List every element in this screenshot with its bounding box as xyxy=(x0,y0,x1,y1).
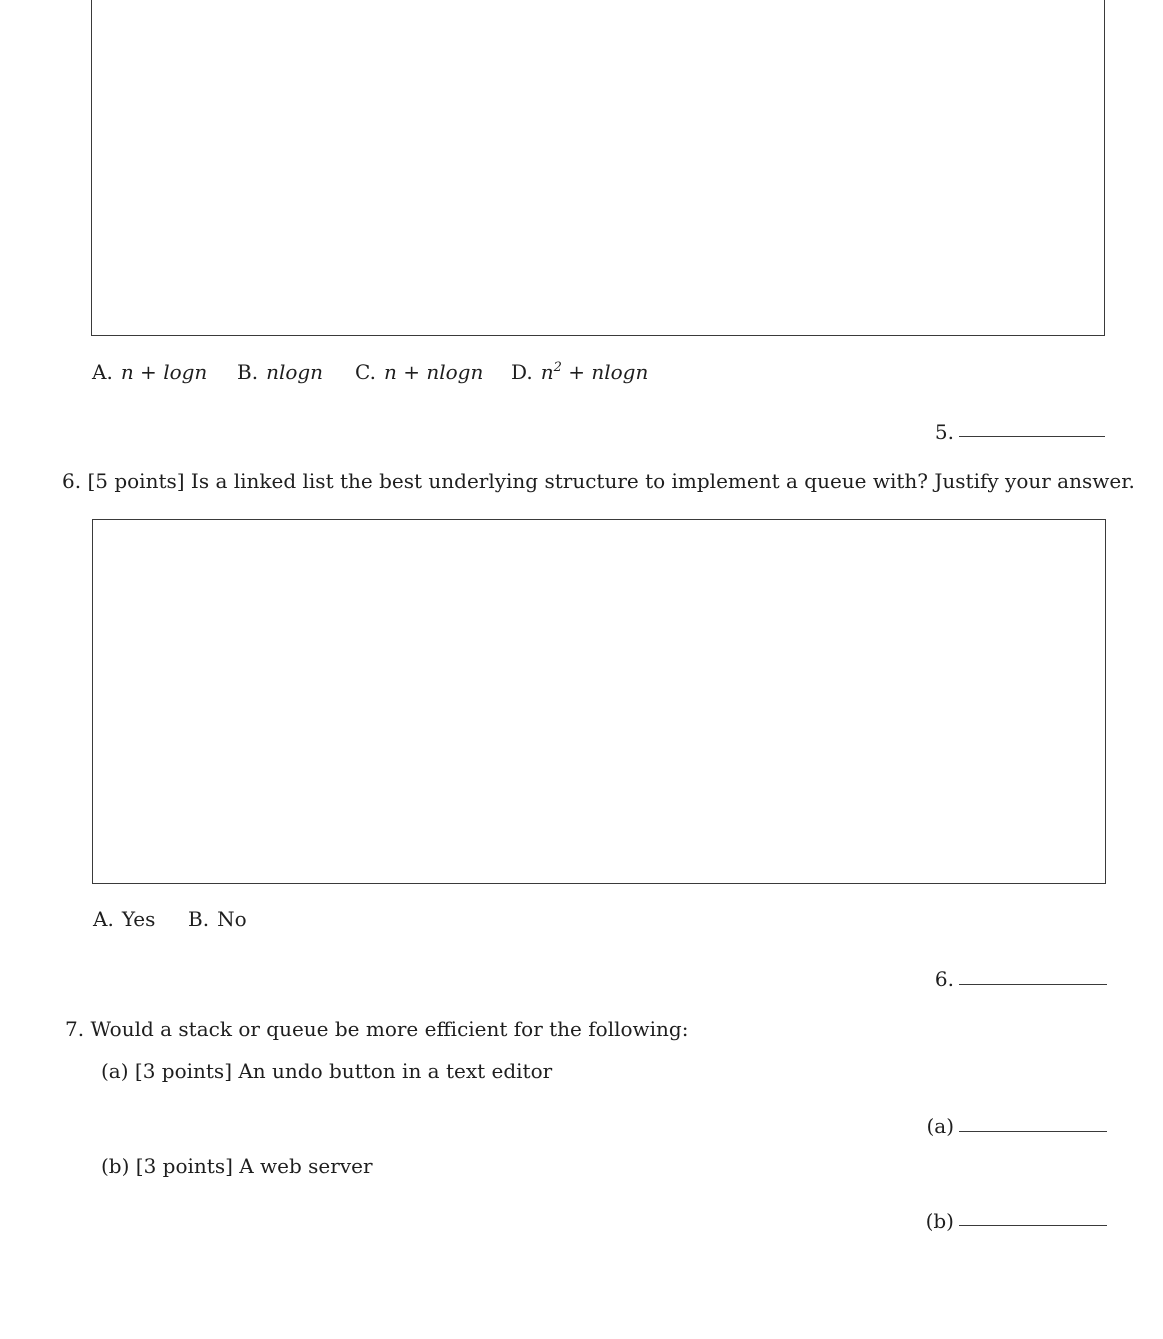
q6-answer-line[interactable] xyxy=(959,984,1107,985)
q7-part-a: (a) [3 points] An undo button in a text editor xyxy=(101,1059,553,1083)
q7a-answer-label: (a) xyxy=(926,1114,954,1138)
q5-answer-line[interactable] xyxy=(959,436,1105,437)
q6-option-b: B. No xyxy=(188,907,247,931)
q6-prompt: 6. [5 points] Is a linked list the best underlying structure to implement a queue with? Justify your answer. xyxy=(62,469,1135,493)
q7b-answer-label: (b) xyxy=(925,1209,954,1233)
q5-option-a: A. n + logn xyxy=(92,360,208,384)
q5-option-c: C. n + nlogn xyxy=(355,360,484,384)
q5-answer-box[interactable] xyxy=(91,0,1105,336)
q6-answer-label: 6. xyxy=(934,967,954,991)
q5-option-b: B. nlogn xyxy=(237,360,324,384)
q7b-answer-line[interactable] xyxy=(959,1225,1107,1226)
q5-option-d: D. $n^2 + nlogn$ xyxy=(511,360,649,384)
q6-answer-box[interactable] xyxy=(92,519,1106,884)
q7a-answer-line[interactable] xyxy=(959,1131,1107,1132)
q7-prompt: 7. Would a stack or queue be more efficient for the following: xyxy=(65,1017,689,1041)
q7-part-b: (b) [3 points] A web server xyxy=(101,1154,373,1178)
q6-option-a: A. Yes xyxy=(93,907,156,931)
q5-answer-label: 5. xyxy=(934,420,954,444)
